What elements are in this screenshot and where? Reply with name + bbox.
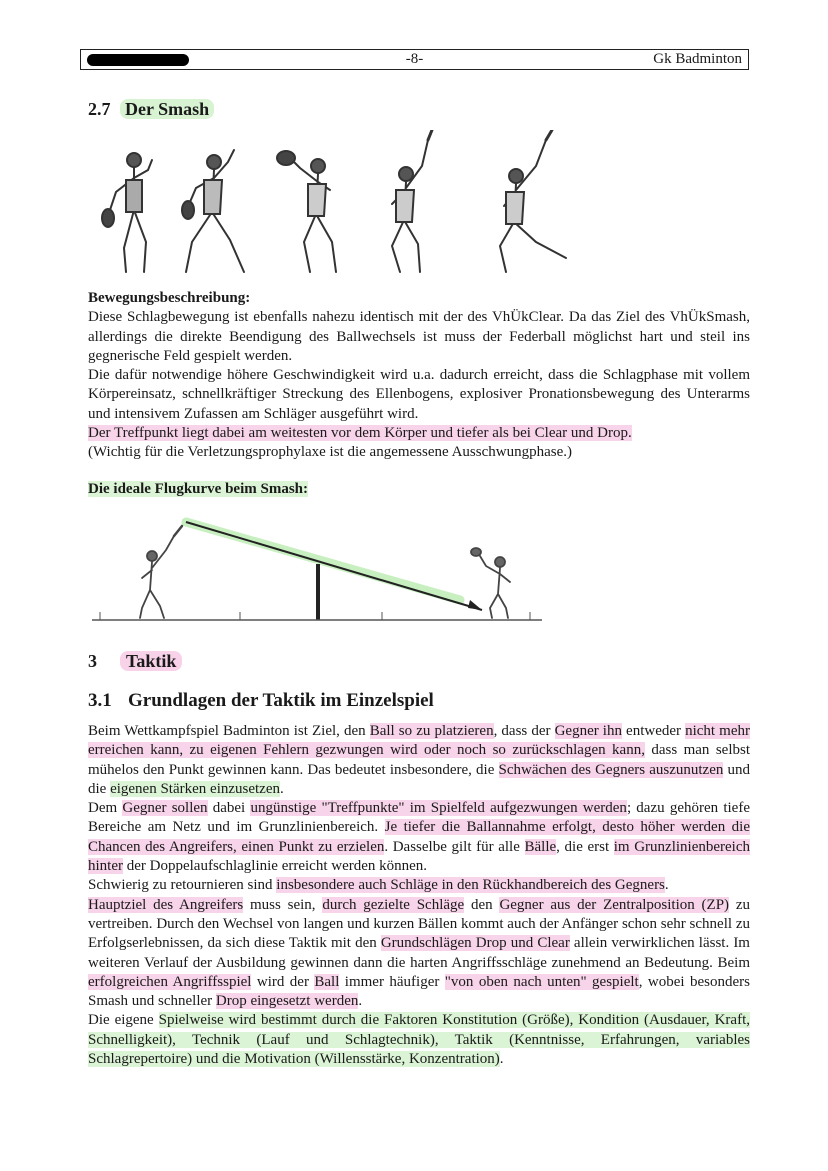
smash-motion-sequence-illustration [96,130,576,282]
section-number: 3.1 [88,690,112,711]
tactics-paragraph: Beim Wettkampfspiel Badminton ist Ziel, den Ball so zu platzieren, dass der Gegner ihn entweder nicht mehr erreichen kann, zu eigenen Fehlern gezwungen wird oder noch so zurückschlagen kann, dass man selbst mühelos den Punkt gewinnen kann. Das bedeutet insbesondere, die Schwächen des Gegners auszunutzen und die eigenen Stärken einzusetzen. Dem Gegner sollen dabei ungünstige "Treffpunkte" im Spielfeld aufgezwungen werden; dazu gehören tiefe Bereiche am Netz und im Grunzlinienbereich. Je tiefer die Ballannahme erfolgt, desto höher werden die Chancen des Angreifers, einen Punkt zu erzielen. Dasselbe gilt für alle Bälle, die erst im Grunzlinienbereich hinter der Doppelaufschlaglinie erreicht werden können. Schwierig zu retournieren sind insbesondere auch Schläge in den Rückhandbereich des Gegners. Hauptziel des Angreifers muss sein, durch gezielte Schläge den Gegner aus der Zentralposition (ZP) zu vertreiben. Durch den Wechsel von langen und kurzen Bällen kommt auch der Anfänger schon sehr schnell zu Erfolgserlebnissen, da sich diese Taktik mit den Grundschlägen Drop und Clear allein verwirklichen lässt. Im weiteren Verlauf der Ausbildung gewinnen dann die harten Angriffsschläge zunehmend an Bedeutung. Beim erfolgreichen Angriffsspiel wird der Ball immer häufiger "von oben nach unten" gespielt, wobei besonders Smash und schneller Drop eingesetzt werden. Die eigene Spielweise wird bestimmt durch die Faktoren Konstitution (Größe), Kondition (Ausdauer, Kraft, Schnelligkeit), Technik (Lauf und Schlagtechnik), Taktik (Kenntnisse, Erfahrungen, variables Schlagrepertoire) und die Motivation (Willensstärke, Konzentration). [88,723,751,1068]
player-figure-5 [500,130,566,272]
player-figure-4 [392,130,432,272]
section-heading-taktik [88,651,182,672]
movement-paragraph-2: Die dafür notwendige höhere Geschwindigkeit wird u.a. dadurch erreicht, dass die Schlagphase mit vollem Körpereinsatz, schnellkräftiger Streckung des Ellenbogens, explosiver Pronationsbewegung des Unterarms und intensivem Zufassen am Schläger ausgeführt wird. [88,367,750,422]
section-heading-smash [88,99,214,120]
trajectory-title: Die ideale Flugkurve beim Smash: [88,481,308,497]
movement-description [88,289,750,463]
player-figure-2 [182,150,244,272]
attacking-player-figure [140,526,182,618]
section-heading-grundlagen [88,690,434,712]
tactics-text [88,722,750,1069]
section-number: 3 [88,651,97,671]
page-number: -8- [405,51,424,67]
section-title: Grundlagen der Taktik im Einzelspiel [128,690,434,711]
trajectory-arrowhead [468,600,482,610]
trajectory-line [186,522,482,610]
movement-label: Bewegungsbeschreibung: [88,290,251,306]
highlighted-hit-point: Der Treffpunkt liegt dabei am weitesten vor dem Körper und tiefer als bei Clear und Drop. [88,425,632,442]
smash-trajectory-diagram [90,512,550,630]
course-title: Gk Badminton [653,51,742,67]
movement-paragraph-4: (Wichtig für die Verletzungsprophylaxe ist die angemessene Ausschwungphase.) [88,444,572,461]
section-title: Taktik [120,651,182,671]
player-figure-1 [102,153,152,272]
player-figure-3 [277,151,336,272]
section-number: 2.7 [88,99,111,119]
page-header [80,49,749,70]
movement-paragraph-1: Diese Schlagbewegung ist ebenfalls nahezu identisch mit der des VhÜkClear. Da das Ziel des VhÜkSmash, allerdings die direkte Beendigung des Ballwechsels ist muss der Federball möglichst hart und steil ins gegnerische Feld gespielt werden. [88,309,750,364]
movement-paragraph-3 [88,424,750,443]
section-title: Der Smash [120,99,214,119]
